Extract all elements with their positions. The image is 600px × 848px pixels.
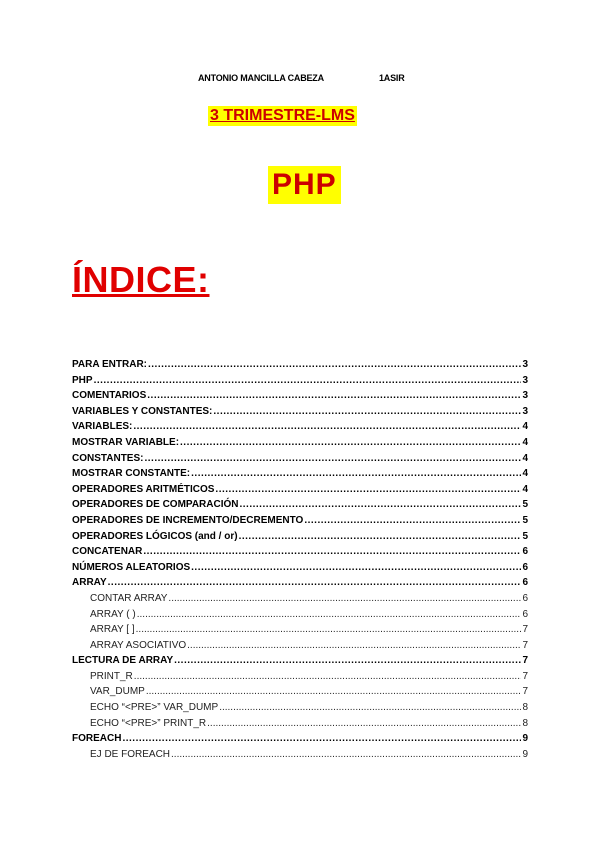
toc-entry[interactable] — [72, 718, 528, 734]
document-subtitle: 3 TRIMESTRE-LMS — [210, 107, 355, 124]
toc-dot-leader — [143, 546, 521, 557]
toc-entry-label: OPERADORES LÓGICOS (and / or) — [72, 530, 238, 542]
toc-entry-label: CONCATENAR — [72, 546, 143, 558]
toc-entry-page-number: 3 — [522, 390, 528, 402]
toc-dot-leader — [146, 686, 522, 697]
toc-entry[interactable] — [72, 375, 528, 391]
toc-entry-page-number: 7 — [522, 639, 528, 651]
toc-entry[interactable] — [72, 359, 528, 375]
toc-entry-label: CONSTANTES: — [72, 452, 144, 464]
toc-entry-page-number: 3 — [522, 405, 528, 417]
toc-entry-label: PHP — [72, 374, 93, 386]
toc-entry[interactable] — [72, 624, 528, 640]
toc-entry-page-number: 3 — [522, 359, 528, 370]
toc-entry-page-number: 8 — [522, 717, 528, 729]
toc-entry[interactable] — [72, 437, 528, 453]
toc-dot-leader — [239, 531, 522, 542]
toc-entry-page-number: 4 — [522, 436, 528, 448]
toc-entry-label: VARIABLES Y CONSTANTES: — [72, 405, 213, 417]
toc-dot-leader — [191, 468, 521, 479]
toc-entry-label: PARA ENTRAR: — [72, 359, 147, 370]
toc-dot-leader — [304, 515, 521, 526]
toc-entry-page-number: 5 — [522, 530, 528, 542]
toc-dot-leader — [187, 640, 521, 651]
document-header — [0, 70, 600, 86]
toc-entry-label: PRINT_R — [90, 670, 133, 682]
toc-dot-leader — [215, 484, 521, 495]
toc-dot-leader — [148, 359, 521, 370]
toc-entry[interactable] — [72, 453, 528, 469]
toc-dot-leader — [147, 390, 521, 401]
toc-entry-label: ARRAY — [72, 577, 107, 589]
toc-entry[interactable] — [72, 484, 528, 500]
toc-entry[interactable] — [72, 671, 528, 687]
table-of-contents — [72, 359, 528, 764]
toc-entry-label: ECHO “<PRE>” VAR_DUMP — [90, 702, 219, 714]
toc-entry-page-number: 4 — [522, 421, 528, 433]
toc-dot-leader — [240, 499, 522, 510]
toc-entry-page-number: 6 — [522, 561, 528, 573]
toc-dot-leader — [174, 655, 521, 666]
toc-entry[interactable] — [72, 515, 528, 531]
toc-entry-page-number: 6 — [522, 577, 528, 589]
toc-entry[interactable] — [72, 593, 528, 609]
toc-entry-page-number: 7 — [522, 670, 528, 682]
toc-entry-page-number: 5 — [522, 514, 528, 526]
toc-entry-label: ARRAY ( ) — [90, 608, 136, 620]
toc-entry-page-number: 9 — [522, 733, 528, 745]
toc-entry-label: OPERADORES DE INCREMENTO/DECREMENTO — [72, 514, 304, 526]
toc-entry-page-number: 3 — [522, 374, 528, 386]
toc-entry-label: ARRAY ASOCIATIVO — [90, 639, 187, 651]
toc-entry-page-number: 7 — [522, 624, 528, 636]
toc-dot-leader — [133, 421, 521, 432]
toc-entry-page-number: 6 — [522, 592, 528, 604]
toc-entry-label: MOSTRAR CONSTANTE: — [72, 468, 191, 480]
toc-entry[interactable] — [72, 749, 528, 765]
toc-entry-label: CONTAR ARRAY — [90, 592, 168, 604]
toc-entry-page-number: 4 — [522, 483, 528, 495]
toc-entry-label: FOREACH — [72, 733, 122, 745]
toc-entry-label: ECHO “<PRE>” PRINT_R — [90, 717, 207, 729]
toc-dot-leader — [144, 453, 521, 464]
toc-entry[interactable] — [72, 499, 528, 515]
toc-entry[interactable] — [72, 390, 528, 406]
toc-entry-page-number: 8 — [522, 702, 528, 714]
toc-entry[interactable] — [72, 702, 528, 718]
toc-entry-page-number: 6 — [522, 608, 528, 620]
author-name: ANTONIO MANCILLA CABEZA — [198, 73, 324, 83]
toc-dot-leader — [108, 577, 522, 588]
toc-entry[interactable] — [72, 609, 528, 625]
toc-entry-page-number: 7 — [522, 686, 528, 698]
toc-entry-label: COMENTARIOS — [72, 390, 147, 402]
toc-entry[interactable] — [72, 406, 528, 422]
toc-entry-label: EJ DE FOREACH — [90, 748, 171, 760]
toc-entry-page-number: 5 — [522, 499, 528, 511]
toc-dot-leader — [180, 437, 521, 448]
toc-entry[interactable] — [72, 421, 528, 437]
index-heading: ÍNDICE: — [72, 259, 210, 300]
toc-entry[interactable] — [72, 577, 528, 593]
toc-entry[interactable] — [72, 733, 528, 749]
toc-entry-page-number: 9 — [522, 748, 528, 760]
toc-entry-page-number: 7 — [522, 655, 528, 667]
toc-entry-label: MOSTRAR VARIABLE: — [72, 436, 180, 448]
toc-entry[interactable] — [72, 686, 528, 702]
toc-entry-label: ARRAY [ ] — [90, 624, 135, 636]
toc-entry[interactable] — [72, 468, 528, 484]
toc-dot-leader — [137, 609, 522, 620]
toc-entry-page-number: 6 — [522, 546, 528, 558]
toc-dot-leader — [94, 375, 522, 386]
toc-entry-label: NÚMEROS ALEATORIOS — [72, 561, 191, 573]
toc-entry[interactable] — [72, 546, 528, 562]
toc-dot-leader — [134, 671, 522, 682]
toc-dot-leader — [171, 749, 521, 760]
toc-entry[interactable] — [72, 562, 528, 578]
toc-entry-page-number: 4 — [522, 468, 528, 480]
toc-dot-leader — [207, 718, 521, 729]
toc-dot-leader — [168, 593, 521, 604]
document-title: PHP — [268, 166, 341, 204]
toc-entry[interactable] — [72, 655, 528, 671]
toc-entry[interactable] — [72, 640, 528, 656]
toc-entry-label: OPERADORES DE COMPARACIÓN — [72, 499, 239, 511]
toc-dot-leader — [219, 702, 521, 713]
toc-entry-label: VAR_DUMP — [90, 686, 145, 698]
toc-dot-leader — [191, 562, 521, 573]
toc-dot-leader — [136, 624, 522, 635]
toc-entry[interactable] — [72, 531, 528, 547]
toc-entry-label: LECTURA DE ARRAY — [72, 655, 174, 667]
toc-entry-label: VARIABLES: — [72, 421, 133, 433]
toc-dot-leader — [213, 406, 521, 417]
course-label: 1ASIR — [379, 73, 405, 83]
toc-entry-page-number: 4 — [522, 452, 528, 464]
toc-dot-leader — [122, 733, 521, 744]
toc-entry-label: OPERADORES ARITMÉTICOS — [72, 483, 215, 495]
